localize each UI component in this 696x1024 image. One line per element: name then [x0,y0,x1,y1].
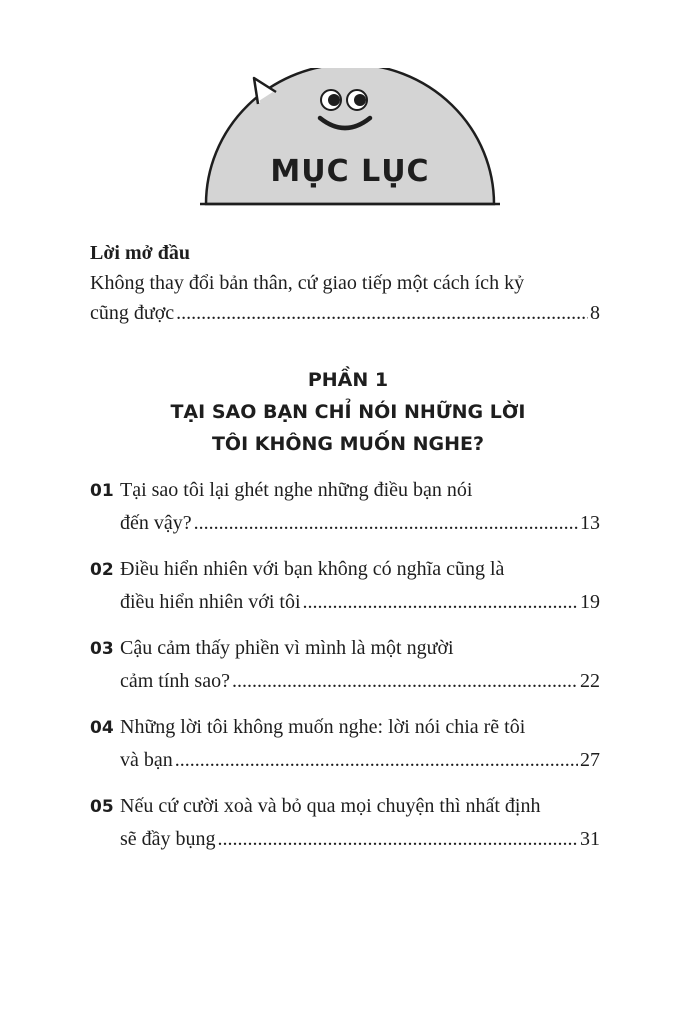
part-title-line2: TÔI KHÔNG MUỐN NGHE? [211,433,485,455]
entry-number: 05 [90,797,114,817]
entry-number: 01 [90,481,114,501]
page-number: 19 [580,591,600,613]
entry-title-line2: điều hiển nhiên với tôi [120,591,301,613]
page-number: 27 [580,749,600,771]
page-number: 8 [590,302,600,324]
page-number: 31 [580,828,600,850]
page-title: MỤC LỤC [270,154,430,189]
entry-title-line2: cảm tính sao? [120,670,230,692]
dot-leader [303,586,578,618]
toc-entry-01 [90,474,600,539]
part-title-line1: TẠI SAO BẠN CHỈ NÓI NHỮNG LỜI [170,401,526,423]
page-number: 13 [580,512,600,534]
dot-leader [194,507,578,539]
preface-section [90,238,600,328]
preface-title-line2-text: cũng được [90,302,175,324]
mascot-header [200,68,500,208]
entry-title-line2: và bạn [120,749,173,771]
entry-number: 03 [90,639,114,659]
preface-title-line1: Không thay đổi bản thân, cứ giao tiếp một cách ích kỷ [90,272,525,294]
toc-list [90,474,600,869]
entry-title-line1: Nếu cứ cười xoà và bỏ qua mọi chuyện thì nhất định [120,795,541,817]
entry-title-line2: đến vậy? [120,512,192,534]
dot-leader [176,298,588,328]
toc-entry-05 [90,790,600,855]
entry-title-line1: Điều hiển nhiên với bạn không có nghĩa cũng là [120,558,505,580]
toc-entry-03 [90,632,600,697]
dot-leader [232,665,578,697]
dot-leader [218,823,578,855]
preface-title-line2 [90,298,600,328]
entry-title-line1: Cậu cảm thấy phiền vì mình là một người [120,637,454,659]
toc-entry-02 [90,553,600,618]
entry-title-line2: sẽ đầy bụng [120,828,216,850]
page-number: 22 [580,670,600,692]
entry-title-line1: Tại sao tôi lại ghét nghe những điều bạn nói [120,479,473,501]
toc-entry-04 [90,711,600,776]
entry-number: 02 [90,560,114,580]
part-label: PHẦN 1 [307,369,389,391]
preface-heading: Lời mở đầu [90,242,190,264]
dot-leader [175,744,578,776]
entry-number: 04 [90,718,114,738]
part-heading [100,364,596,460]
entry-title-line1: Những lời tôi không muốn nghe: lời nói chia rẽ tôi [120,716,526,738]
